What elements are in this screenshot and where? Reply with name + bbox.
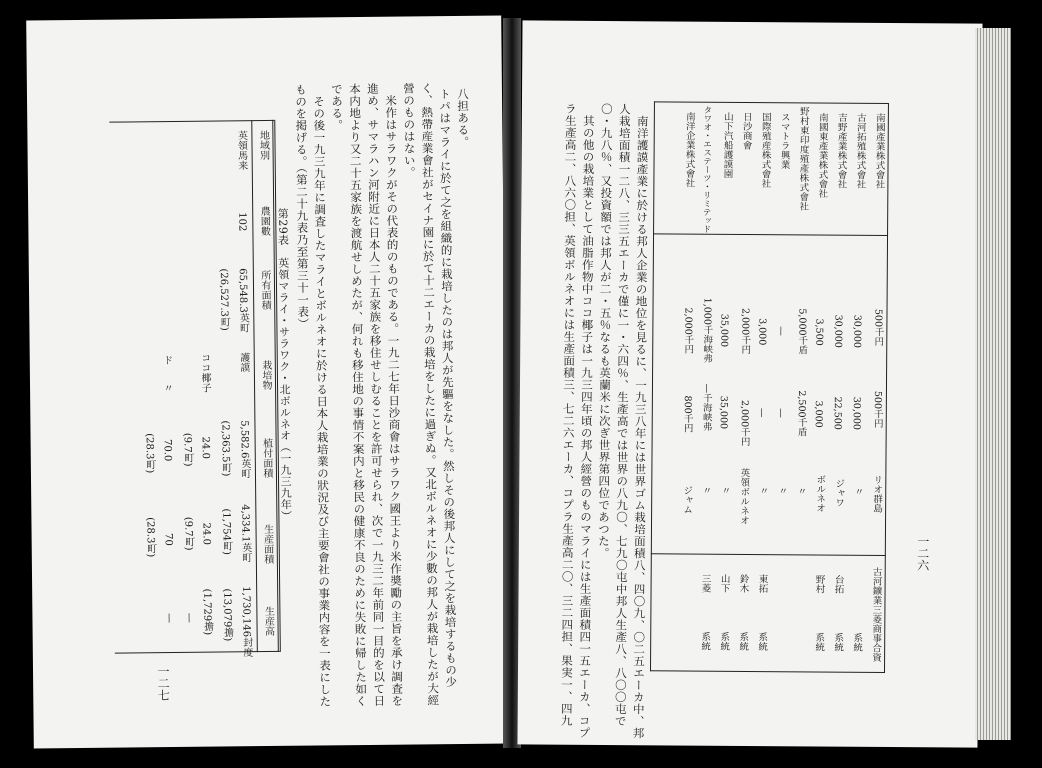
- page-edges: [975, 28, 1011, 740]
- crop-cell: ココ椰子: [198, 352, 211, 393]
- company-name: 吉野產業株式會社: [835, 112, 847, 189]
- keiretsu: 系統: [813, 632, 825, 652]
- company-name: 南國東產業株式會社: [816, 112, 828, 199]
- production-area-cell: (1,754町): [220, 508, 232, 555]
- keiretsu: 系統: [699, 631, 711, 651]
- production-area-cell: (28.3町): [144, 517, 156, 558]
- paid-capital: —: [755, 408, 767, 418]
- planted-area-cell: 70.0: [161, 438, 173, 462]
- location: 〃: [776, 486, 788, 496]
- left-page: [26, 16, 509, 749]
- affiliation: 東拓: [756, 574, 768, 594]
- table-row: [788, 102, 811, 672]
- capital: 3,500: [813, 318, 825, 346]
- body-line: その後一九三九年に調査したマライとボルネオに於ける日本人栽培業の狀況及び主要會社の事業内容を一表にした: [311, 83, 333, 708]
- location: ジャワ: [833, 478, 845, 508]
- keiretsu: 系統: [851, 632, 863, 652]
- body-line: トパはマライに於て之を組織的に栽培したのは邦人が先驅をなした。然しその後邦人にして之を栽培するもの少: [437, 88, 459, 689]
- header-cell: 栽培物: [259, 359, 272, 391]
- production-cell: —: [183, 612, 195, 623]
- body-line: 南洋護謨產業に於ける邦人企業の地位を見るに、一九三八年には世界ゴム栽培面積八、四〇九、〇二五エーカ中、邦: [631, 103, 650, 740]
- paid-capital: 2,000千円: [738, 399, 750, 447]
- table-row: [826, 103, 849, 673]
- location: 〃: [795, 486, 807, 496]
- production-area-cell: 70: [162, 532, 174, 546]
- table-row: [712, 102, 735, 672]
- company-name: タワオ・エステーツ・リミテッド: [701, 105, 712, 234]
- paid-capital: 22,500: [831, 396, 843, 430]
- affiliation: 古河鑛業三菱商事合資: [870, 566, 882, 662]
- company-table: [650, 101, 889, 673]
- location: 英領ボルネオ: [738, 467, 750, 525]
- header-cell: 植付面積: [260, 437, 273, 479]
- company-name: 古河拓殖株式會社: [854, 112, 866, 189]
- owned-area-cell: (26,527.3町): [217, 268, 230, 331]
- affiliation: 台拓: [832, 574, 844, 594]
- region-cell: 英領馬来: [235, 130, 247, 171]
- body-line: である。: [329, 83, 345, 132]
- keiretsu: 系統: [756, 632, 768, 652]
- table-row: [731, 102, 754, 672]
- company-name: スマトラ興業: [778, 112, 790, 170]
- crop-cell: ド: [160, 355, 172, 366]
- planted-area-cell: 24.0: [199, 436, 211, 459]
- company-name: 山下汽船護謨園: [721, 111, 733, 179]
- planted-area-cell: (9.7町): [181, 432, 193, 467]
- header-cell: 生産高: [262, 605, 274, 637]
- production-cell: (13,079擔): [221, 588, 233, 642]
- table-row: [864, 103, 887, 673]
- location: 〃: [700, 485, 712, 496]
- header-cell: 地域別: [257, 129, 269, 161]
- body-line: 進め、サマラハン河附近に日本人二十五家族を移住せしむることを許可せられ、次で一九三二年前同一目的を以て日: [365, 82, 387, 707]
- paid-capital: 2,500千盾: [795, 390, 807, 437]
- capital: 35,000: [718, 313, 730, 348]
- right-page: [517, 20, 982, 747]
- page-number: 一二七: [155, 665, 171, 702]
- header-cell: 農園數: [258, 205, 270, 237]
- planted-area-cell: (2,363.5町): [219, 420, 231, 477]
- paid-capital: 500千円: [871, 390, 883, 429]
- location: 〃: [757, 486, 769, 496]
- location: 〃: [719, 485, 731, 496]
- company-name: 国際殖産株式會社: [759, 112, 771, 189]
- location: リオ群島: [871, 474, 883, 513]
- company-name: 日沙商會: [740, 111, 752, 151]
- table-row: [674, 101, 697, 671]
- body-line: ものを掲げる。（第二十九表乃至第三十一表）: [293, 83, 311, 330]
- crop-cell: 護謨: [237, 352, 249, 373]
- planted-area-cell: (28.3町): [143, 433, 155, 474]
- paid-capital: —千海峡弗: [700, 383, 713, 432]
- body-line: 〇・九八％、又投資額では邦人が二・五％なるも英蘭米に次ぎ世界第四位であつた。: [596, 102, 614, 560]
- body-line: 其の他の栽培業として油脂作物中ココ椰子は一九三四年頃の邦人經營のものマライには生產面積四一五エーカ、コプ: [577, 102, 596, 739]
- capital: 500千円: [872, 308, 884, 347]
- production-cell: —: [163, 612, 175, 624]
- farm-count-cell: 102: [236, 212, 248, 232]
- body-line: 營のものはない。: [401, 82, 417, 179]
- affiliation: 山下: [718, 573, 730, 593]
- production-cell: 1,730,146封度: [240, 586, 252, 658]
- planted-area-cell: 5,582.6英町: [238, 420, 251, 479]
- capital: 30,000: [832, 314, 844, 348]
- body-line: 八担ある。: [455, 87, 471, 149]
- table-row: [693, 102, 716, 672]
- capital: 5,000千盾: [796, 308, 808, 355]
- affiliation: 鈴木: [737, 573, 749, 593]
- paid-capital: 30,000: [850, 396, 862, 431]
- company-name: 野村東印度殖產株式會社: [797, 106, 809, 211]
- body-line: 人栽培面積一二八、三三五エーカで僅に一・六四％、生產高では世界の八九〇、七九〇屯中邦人生產八、八〇〇屯で: [613, 103, 632, 728]
- paid-capital: 3,000: [812, 400, 824, 428]
- page-number: 一二六: [915, 535, 930, 572]
- capital: 1,000千海峡弗: [701, 297, 713, 363]
- paid-capital: 35,000: [717, 395, 729, 430]
- keiretsu: 系統: [718, 631, 730, 651]
- affiliation: 三菱: [699, 573, 711, 593]
- affiliation: 野村: [813, 574, 825, 594]
- table-row: [750, 102, 773, 672]
- company-name: 南國產業株式會社: [873, 112, 885, 189]
- production-area-cell: (9.7町): [182, 516, 194, 551]
- capital: 30,000: [851, 314, 863, 349]
- production-cell: (1,729擔): [201, 588, 213, 636]
- capital: —: [775, 326, 787, 336]
- location: 〃: [852, 486, 864, 497]
- capital: 2,000千円: [682, 307, 694, 354]
- body-line: 本内地より又二十五家族を渡航せしめたが、何れも移住地の事情不案内と移民の健康不良のために失敗に帰した如く: [347, 82, 369, 708]
- keiretsu: 系統: [737, 631, 749, 651]
- production-area-cell: 24.0: [200, 522, 212, 545]
- paid-capital: 800千円: [681, 395, 693, 433]
- location: ボルネオ: [814, 474, 826, 513]
- body-line: く、熱帶産業會社がセイナ園に於て十二エーカの栽培をしたに過ぎぬ。又北ボルネオに少數の邦人が栽培したが大經: [419, 82, 441, 707]
- keiretsu: 系統: [832, 632, 844, 652]
- table-row: [807, 102, 830, 672]
- crop-mark-cell: 〃: [161, 383, 173, 394]
- capital: 2,000千円: [739, 307, 751, 355]
- capital: 3,000: [756, 318, 768, 346]
- production-area-cell: 4,334.1英町: [239, 504, 251, 563]
- table-29: [109, 120, 280, 658]
- header-cell: 生産面積: [261, 523, 273, 565]
- body-line: ラ生產高二、八六〇担、英領ボルネオには生產面積三、七二六エーカ、コプラ生產高二〇、三二四担、果実一、四九: [559, 102, 578, 727]
- body-line: 米作はサラワクがその代表的のものである。一九二七年日沙商會はサラワク國王より米作奬勵の主旨を承け調査を: [383, 82, 405, 707]
- location: ジャム: [681, 485, 693, 515]
- header-cell: 所有面積: [258, 269, 271, 311]
- paid-capital: —: [774, 408, 786, 418]
- table-title: 第29表 英領マライ・サラワク・北ボルネオ（一九三九年）: [276, 207, 293, 522]
- table-row: [769, 102, 792, 672]
- company-name: 南洋企業株式會社: [683, 111, 695, 188]
- table-row: [845, 103, 868, 673]
- owned-area-cell: 65,548.3英町: [236, 268, 249, 333]
